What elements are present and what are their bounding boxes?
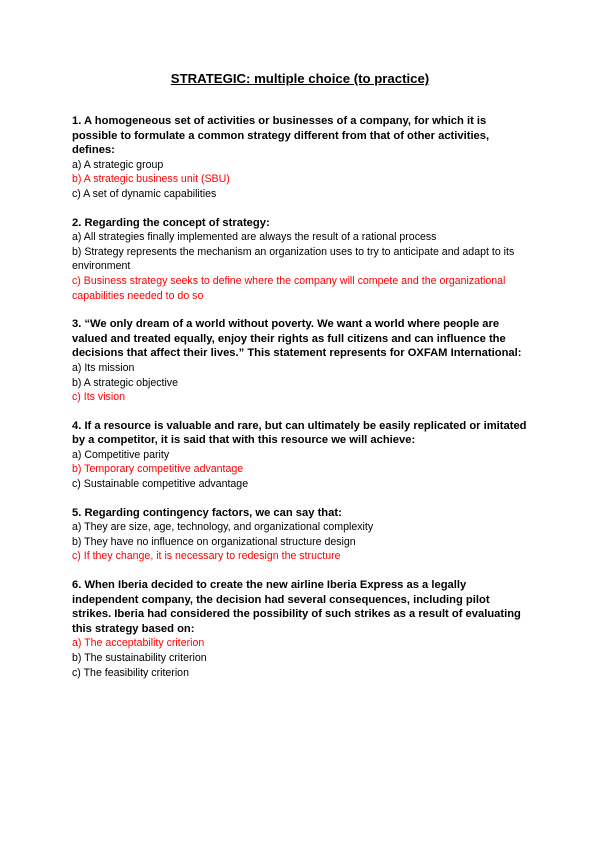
correct-answer-option: c) If they change, it is necessary to redesign the structure	[72, 550, 341, 563]
answer-option: b) The sustainability criterion	[72, 652, 207, 664]
answer-option: a) A strategic group	[72, 158, 164, 171]
answer-options	[72, 158, 528, 202]
answer-options	[72, 361, 528, 405]
question	[72, 419, 528, 492]
correct-answer-option: a) The acceptability criterion	[72, 637, 205, 650]
correct-answer-option: c) Business strategy seeks to define where the company will compete and the organizational capabilities needed to do so	[72, 274, 506, 302]
answer-options	[72, 520, 528, 564]
question	[72, 216, 528, 304]
answer-option: b) Strategy represents the mechanism an organization uses to try to anticipate and adapt to its environment	[72, 245, 515, 273]
correct-answer-option: b) A strategic business unit (SBU)	[72, 173, 230, 186]
answer-option: a) Its mission	[72, 361, 135, 374]
answer-options	[72, 636, 528, 680]
page-title: STRATEGIC: multiple choice (to practice)	[170, 71, 430, 86]
question-text: 5. Regarding contingency factors, we can say that:	[72, 506, 342, 519]
answer-options	[72, 448, 528, 492]
answer-option: c) The feasibility criterion	[72, 666, 189, 679]
question-text: 1. A homogeneous set of activities or businesses of a company, for which it is possible to formulate a common strategy different from that of other activities, defines:	[72, 115, 490, 157]
question-text: 3. “We only dream of a world without poverty. We want a world where people are valued and treated equally, enjoy their rights as full citizens and can influence the decisions that affect their lives.” This statement represents for OXFAM International:	[72, 318, 522, 360]
question	[72, 506, 528, 564]
answer-option: c) A set of dynamic capabilities	[72, 187, 217, 200]
answer-option: c) Sustainable competitive advantage	[72, 478, 249, 491]
correct-answer-option: b) Temporary competitive advantage	[72, 463, 244, 476]
answer-option: a) All strategies finally implemented are always the result of a rational process	[72, 231, 437, 244]
answer-option: a) Competitive parity	[72, 448, 170, 461]
answer-option: b) They have no influence on organizational structure design	[72, 535, 356, 548]
question	[72, 317, 528, 405]
question-text: 4. If a resource is valuable and rare, but can ultimately be easily replicated or imitated by a competitor, it is said that with this resource we will achieve:	[72, 419, 527, 447]
correct-answer-option: c) Its vision	[72, 391, 125, 404]
answer-option: a) They are size, age, technology, and organizational complexity	[72, 521, 374, 534]
question	[72, 578, 528, 680]
question	[72, 114, 528, 202]
answer-options	[72, 230, 528, 303]
question-text: 6. When Iberia decided to create the new airline Iberia Express as a legally independent company, the decision had several consequences, including pilot strikes. Iberia had considered the possibility of such strikes as a result of evaluating this strategy based on:	[72, 579, 521, 635]
answer-option: b) A strategic objective	[72, 376, 178, 389]
question-text: 2. Regarding the concept of strategy:	[72, 216, 270, 229]
